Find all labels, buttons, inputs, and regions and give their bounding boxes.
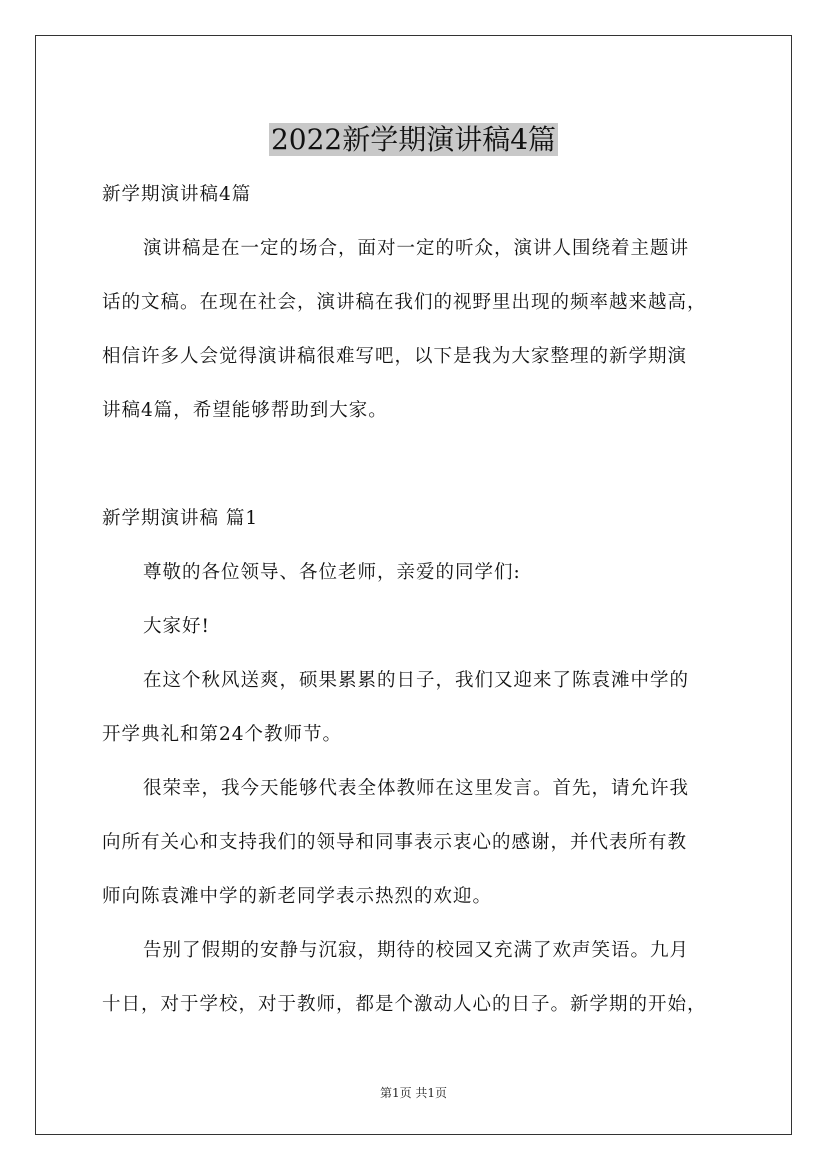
intro-line: 相信许多人会觉得演讲稿很难写吧，以下是我为大家整理的新学期演 (102, 346, 688, 367)
intro-line: 话的文稿。在现在社会，演讲稿在我们的视野里出现的频率越来越高， (102, 292, 707, 313)
paragraph-line: 很荣幸，我今天能够代表全体教师在这里发言。首先，请允许我 (143, 778, 690, 799)
document-subtitle: 新学期演讲稿4篇 (102, 184, 252, 205)
paragraph-line: 向所有关心和支持我们的领导和同事表示衷心的感谢，并代表所有教 (102, 832, 688, 853)
greeting-line: 尊敬的各位领导、各位老师，亲爱的同学们: (143, 562, 521, 583)
document-title (0, 119, 827, 161)
paragraph-line: 师向陈袁滩中学的新老同学表示热烈的欢迎。 (102, 886, 493, 907)
paragraph-line: 告别了假期的安静与沉寂，期待的校园又充满了欢声笑语。九月 (143, 940, 690, 961)
paragraph-line: 开学典礼和第24个教师节。 (102, 724, 343, 745)
intro-line: 讲稿4篇，希望能够帮助到大家。 (102, 400, 388, 421)
paragraph-line: 在这个秋风送爽，硕果累累的日子，我们又迎来了陈袁滩中学的 (143, 670, 690, 691)
hello-line: 大家好! (143, 616, 210, 637)
document-title-text: 2022新学期演讲稿4篇 (270, 122, 557, 156)
section-heading: 新学期演讲稿 篇1 (102, 508, 259, 529)
intro-line: 演讲稿是在一定的场合，面对一定的听众，演讲人围绕着主题讲 (143, 238, 690, 259)
page-footer: 第1页 共1页 (379, 1086, 448, 1100)
paragraph-line: 十日，对于学校，对于教师，都是个激动人心的日子。新学期的开始， (102, 994, 707, 1015)
section-spacer (102, 438, 744, 492)
document-body (102, 168, 744, 1032)
